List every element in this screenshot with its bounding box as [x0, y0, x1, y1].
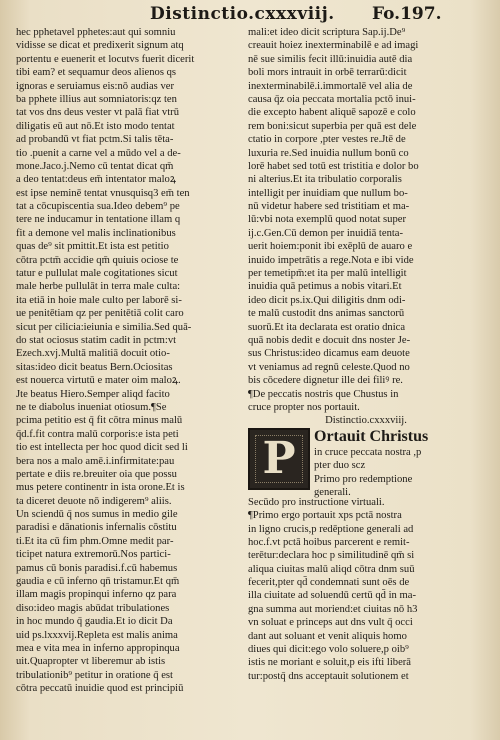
text-line: per temetipm̄:et ita per malū intelligit [248, 268, 407, 280]
text-line: gna summa aut moriend:et ciuitas nō h3 [248, 603, 418, 615]
text-line: hec pphetavel pphetes:aut qui somniu [16, 27, 176, 38]
text-line: Un sciendū q̄ nos sumus in medio gile [16, 509, 178, 521]
text-line: mea e vita mea in inferno appropinqua [16, 642, 180, 654]
text-line: diues qui dicit:ego volo soluere,p oib⁹ [248, 644, 409, 656]
text-line: creauit hoiez inexterminabilē e ad imagi [248, 40, 419, 52]
text-line: intelligit per inuidiam que nullum bo- [248, 187, 408, 199]
text-line: ¶De peccatis nostris que Chustus in [248, 388, 399, 400]
chapter-opening [248, 427, 484, 498]
text-line: ideo dicit ps.ix.Qui diligitis dnm odi- [248, 294, 406, 306]
text-line: uid ps.lxxxvij.Repleta est malis anima [16, 629, 178, 641]
text-line: ignoras e seruiamus eis:nō audias ver [16, 80, 174, 92]
text-line: diso:ideo magis abūdat tribulationes [16, 602, 170, 614]
text-line: Jte beatus Hiero.Semper aliqd facito [16, 388, 170, 400]
text-line: ti.Et ita cū fim phm.Omne medit par- [16, 535, 174, 547]
text-line: sus Christus:ideo dicamus eam deuote [248, 348, 410, 360]
text-line: sitas:ideo dicit beatus Bern.Ociositas [16, 361, 173, 373]
text-line: dant aut soluant et venit aliquis homo [248, 630, 407, 642]
text-line: inuidia quā petimus a nobis vitari.Et [248, 281, 402, 293]
section-heading: Distinctio.cxxxviij. [325, 415, 407, 427]
text-line: ad probandū vt fiat pctm.Si talis tēta- [16, 134, 174, 146]
text-line: est ipse neminē tentat vnusquisq3 em̄ ten [16, 187, 190, 199]
text-line: sicut per cilicia:ieiunia e similia.Sed quā- [16, 321, 192, 333]
text-line: mali:et ideo dicit scriptura Sap.ij.De⁹ [248, 27, 406, 38]
text-line: tatur e pullulat male cogitationes sicut [16, 268, 178, 280]
text-line: male herbe pullulāt in terra male culta: [16, 281, 181, 293]
text-line: Secūdo pro instructione virtuali. [248, 496, 385, 508]
folio-number: Fo.197. [372, 4, 442, 24]
text-line: Ezech.xvj.Multā malitiā docuit otio- [16, 348, 170, 360]
text-line: ita etiā in hoie male culto per laborē si- [16, 294, 182, 306]
initial-letter: P [262, 432, 296, 484]
text-line: causa q̄z oia peccata mortalia pctō inui- [248, 93, 416, 105]
text-line: portentu e euenerit et locutvs fuerit dicerit [16, 53, 195, 65]
text-line: terētur:declara hoc p similitudinē qm̄ si [248, 550, 415, 562]
text-line: illam magis propinqui inferno qz para [16, 589, 177, 601]
text-line: do stat ociosus statim cadit in pctm:vt [16, 334, 177, 346]
text-line: vt veniamus ad regnū celeste.Quod no [248, 361, 410, 373]
text-line: Primo pro redemptione [314, 473, 413, 485]
text-line: tat a cōcupiscentia sua.Ideo debem⁹ pe [16, 201, 180, 213]
text-line: in hoc mundo q̄ gaudia.Et io dicit Da [16, 616, 173, 628]
text-line: ne te diabolus inueniat otiosum.¶Se [16, 401, 167, 413]
text-line: lū:vbi nota exemplū quod notat super [248, 214, 406, 226]
text-line: pcima petitio est q̄ fit cōtra minus malū [16, 415, 183, 427]
text-line: quas de⁹ sit pmittit.Et ista est petitio [16, 241, 169, 253]
text-line: tere ne inducamur in tentatione illam q [16, 214, 181, 226]
text-line: hoc.f.vt pctā hoibus parcerent e remit- [248, 536, 410, 548]
running-title: Distinctio.cxxxviij. [150, 4, 335, 24]
text-line: pter duo scz [314, 460, 366, 472]
text-line: te malū custodit dns animas sanctorū [248, 308, 405, 320]
right-column-top-text [248, 26, 484, 414]
text-line: paradisi e dānationis infernalis cōstitu [16, 522, 177, 534]
text-beside-initial [314, 428, 484, 500]
text-line: ¶Primo ergo portauit xps pctā nostra [248, 510, 402, 522]
text-line: ticipet natura extremorū.Nos partici- [16, 549, 171, 561]
text-line: q̄d.f.fit contra malū corporis:e ista peti [16, 428, 179, 440]
text-line: ij.c.Gen.Cū demon per inuidiā tenta- [248, 227, 404, 239]
text-line: ctatio in corpore ,pter vestes re.Jtē de [248, 134, 406, 146]
text-line: inuido impetrātis a rege.Nota e ibi vide [248, 254, 414, 266]
text-line: bis cōcedere dignetur ille dei filiꝰ re. [248, 375, 403, 387]
text-line: ni alterius.Et ita tribulatio corporalis [248, 174, 402, 186]
right-column-bottom-text [248, 496, 484, 683]
left-column [16, 26, 240, 696]
text-line: ta diceret deuote nō indigerem⁹ aliis. [16, 495, 172, 507]
text-line: cōtra pctm̄ accidie qm̄ quiuis ociose te [16, 254, 179, 266]
text-line: quā nobis dedit e docuit dns noster Je- [248, 334, 411, 346]
text-line: tribulationib⁹ petitur in oratione q̄ est [16, 669, 173, 681]
text-line: nū videtur habere sed tristitiam et ma- [248, 201, 410, 213]
text-line: boli mors intrauit in orbē terrarū:dicit [248, 67, 407, 79]
decorated-initial [248, 428, 310, 490]
text-line: tibi eam? et sequamur deos alienos qs [16, 67, 177, 79]
text-line: die excepto habent aliquē sapozē e colo [248, 107, 416, 119]
text-line: tat vos dns deus vester vt palā fiat vtrū [16, 107, 179, 119]
text-line: diligatis eū aut nō.Et isto modo tentat [16, 120, 175, 132]
text-line: tur:postq̄ dns acceptauit solutionem et [248, 670, 409, 682]
text-line: vidisse se dicat et predixerit signum atq [16, 40, 184, 52]
text-line: suorū.Et ita declarata est oratio dnica [248, 321, 406, 333]
text-line: mus petere continentr in ista orone.Et is [16, 482, 185, 494]
page-header [0, 4, 500, 26]
text-line: lorē habet sed totū est tristitia e dolor bo [248, 160, 419, 172]
text-line: ue penitētiam qz per penitētiā colit caro [16, 308, 184, 320]
right-column [248, 26, 484, 683]
text-line: in cruce peccata nostra ,p [314, 446, 422, 458]
text-line: bera nos a malo amē.i.infirmitate:pau [16, 455, 175, 467]
text-line: pamus cū bonis paradisi.f.cū habemus [16, 562, 178, 574]
text-line: fecerit,pter qd̄ condemnati sunt oēs de [248, 577, 410, 589]
text-line: Ortauit Christus [314, 427, 429, 445]
text-line: cōtra peccatū inuidie quod est principiū [16, 683, 184, 695]
text-line: gaudia e cū inferno qn̄ tristamur.Et qm̄ [16, 576, 180, 588]
text-line: est nouerca virtutū e mater oim maloꝝ. [16, 375, 181, 387]
text-line: fit a demone vel malis inclinationibus [16, 227, 176, 239]
text-line: rem boni:sicut superbia per quā est dele [248, 120, 417, 132]
text-line: pertate e diis re.breuiter oia que possu [16, 468, 177, 480]
text-line: tio .puenit a carne vel a mūdo vel a de- [16, 147, 181, 159]
text-line: tio est intellecta per hoc quod dicit sed li [16, 442, 188, 454]
text-line: illa ciuitate ad soluendū certū qd̄ in ma- [248, 590, 416, 602]
text-line: in ligno crucis,p redēptione generali ad [248, 523, 414, 535]
text-line: inexterminabilē.i.immortalē vel alia de [248, 80, 413, 92]
text-line: generali. [314, 486, 351, 498]
text-line: uerit hoiem:ponit ibi exēplū de auaro e [248, 241, 413, 253]
text-line: ba pphete illius aut somniatoris:qz ten [16, 93, 177, 105]
text-line: nē sue similis fecit illū:inuidia autē dia [248, 53, 413, 65]
text-line: cruce propter nos portauit. [248, 401, 360, 413]
text-line: aliqua ciuitas malū aliqd cōtra dnm suū [248, 563, 415, 575]
text-line: luxuria re.Sed inuidia nullum bonū co [248, 147, 409, 159]
text-line: a deo tentat:deus em̄ intentator maloꝝ [16, 174, 176, 186]
text-line: uit.Quapropter vt liberemur ab istis [16, 656, 166, 668]
text-line: vn soluat e princeps aut dns vult q̄ occi [248, 617, 413, 629]
text-line: mone.Jaco.j.Nemo cū tentat dicat qm̄ [16, 160, 174, 172]
text-line: istis ne moriant e soluit,p eis ifti liberā [248, 657, 411, 669]
